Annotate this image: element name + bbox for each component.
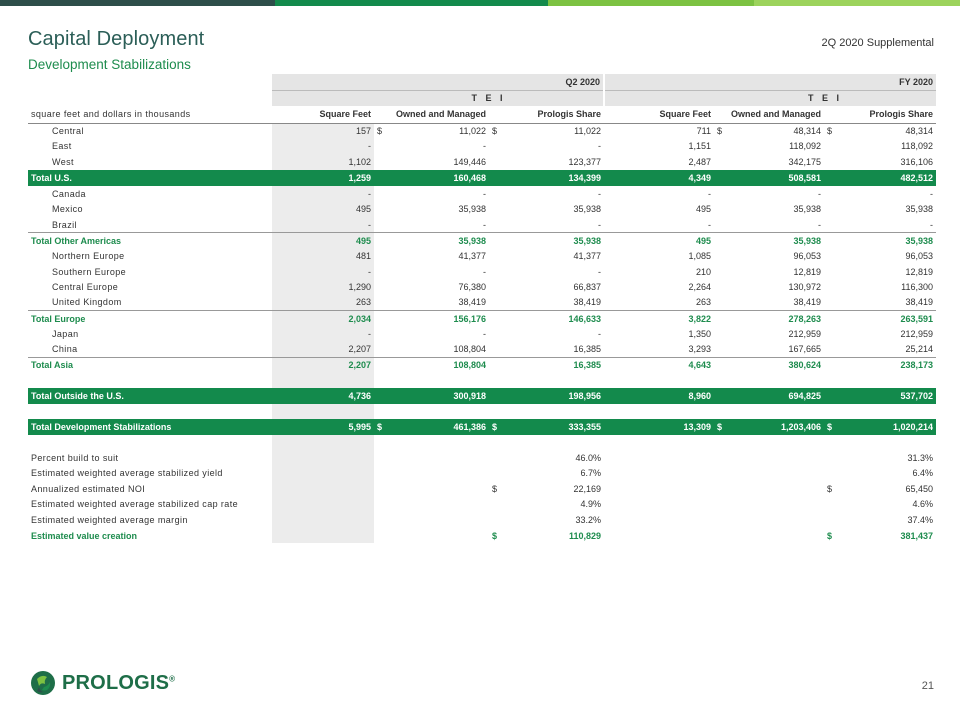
cell-value: 1,085 xyxy=(688,250,711,261)
currency-sign: $ xyxy=(827,126,833,137)
cell-value: 16,385 xyxy=(489,357,604,373)
total-label: Total U.S. xyxy=(28,170,272,186)
cell-value: - xyxy=(708,219,711,230)
cell-value: 263 xyxy=(695,297,711,308)
currency-sign: $ xyxy=(827,421,833,432)
cell-value: 380,624 xyxy=(714,357,824,373)
cell-value: - xyxy=(483,328,486,339)
currency-sign: $ xyxy=(492,530,498,541)
period-header-row xyxy=(28,74,936,90)
tei-fy: T E I xyxy=(714,90,936,106)
cell-value: 65,450 xyxy=(905,483,933,494)
currency-sign: $ xyxy=(377,421,383,432)
cell-value: 48,314 xyxy=(905,126,933,137)
metric-label: Percent build to suit xyxy=(31,452,119,463)
table-row xyxy=(28,279,936,295)
cell-value: 694,825 xyxy=(714,388,824,404)
currency-sign: $ xyxy=(377,126,383,137)
period-fy: FY 2020 xyxy=(604,74,936,90)
row-label: United Kingdom xyxy=(52,297,122,308)
cell-value: 16,385 xyxy=(573,344,601,355)
metric-label: Estimated weighted average margin xyxy=(31,515,188,526)
cell-value: 35,938 xyxy=(489,233,604,249)
cell-value: 3,293 xyxy=(688,344,711,355)
page-subtitle: Development Stabilizations xyxy=(28,57,191,72)
spacer-row xyxy=(28,404,936,419)
cell-value: 482,512 xyxy=(824,170,936,186)
cell-value: 156,176 xyxy=(374,311,489,327)
cell-value: 149,446 xyxy=(453,156,486,167)
table-row xyxy=(28,342,936,358)
cell-value: 12,819 xyxy=(905,266,933,277)
cell-value: 6.4% xyxy=(912,468,933,479)
cell-value: 2,207 xyxy=(272,357,374,373)
cell-value: 134,399 xyxy=(489,170,604,186)
period-q: Q2 2020 xyxy=(272,74,604,90)
cell-value: 108,804 xyxy=(374,357,489,373)
logo-wordmark xyxy=(62,672,175,695)
page-title: Capital Deployment xyxy=(28,28,205,50)
cell-value: 495 xyxy=(695,204,711,215)
row-label: Southern Europe xyxy=(52,266,127,277)
cell-value: 1,020,214 xyxy=(892,421,933,432)
cell-value: 4,349 xyxy=(604,170,714,186)
cell-value: 35,938 xyxy=(458,204,486,215)
cell-value: 263,591 xyxy=(824,311,936,327)
currency-sign: $ xyxy=(492,483,498,494)
cell-value: 66,837 xyxy=(573,282,601,293)
units-label: square feet and dollars in thousands xyxy=(28,106,272,123)
currency-sign: $ xyxy=(717,126,723,137)
cell-value: 33.2% xyxy=(575,515,601,526)
total-row-europe xyxy=(28,311,936,327)
total-row-asia xyxy=(28,357,936,373)
cell-value: - xyxy=(708,188,711,199)
metric-label: Estimated weighted average stabilized cap rate xyxy=(31,499,239,510)
cell-value: 35,938 xyxy=(714,233,824,249)
cell-value: 2,264 xyxy=(688,282,711,293)
metric-row xyxy=(28,497,936,513)
total-row-outside-us xyxy=(28,388,936,404)
cell-value: - xyxy=(483,141,486,152)
cell-value: 495 xyxy=(272,233,374,249)
cell-value: 46.0% xyxy=(575,452,601,463)
row-label: Canada xyxy=(52,188,86,199)
cell-value: 160,468 xyxy=(374,170,489,186)
cell-value: 2,034 xyxy=(272,311,374,327)
cell-value: 35,938 xyxy=(374,233,489,249)
registered-mark: ® xyxy=(169,673,176,683)
table-row xyxy=(28,154,936,170)
cell-value: 110,829 xyxy=(568,530,601,541)
metric-row xyxy=(28,528,936,544)
cell-value: 123,377 xyxy=(568,156,601,167)
prologis-logo xyxy=(30,670,175,696)
col-prologis-share: Prologis Share xyxy=(489,106,604,123)
cell-value: 212,959 xyxy=(900,328,933,339)
cell-value: 1,203,406 xyxy=(780,421,821,432)
cell-value: 157 xyxy=(272,123,374,139)
cell-value: 108,804 xyxy=(453,344,486,355)
row-label: China xyxy=(52,344,78,355)
metric-label: Estimated value creation xyxy=(31,530,138,541)
cell-value: - xyxy=(598,188,601,199)
row-label: East xyxy=(52,141,72,152)
currency-sign: $ xyxy=(717,421,723,432)
table-row xyxy=(28,217,936,233)
cell-value: 198,956 xyxy=(489,388,604,404)
row-label: Brazil xyxy=(52,219,77,230)
cell-value: 13,309 xyxy=(604,419,714,435)
cell-value: 1,259 xyxy=(272,170,374,186)
table-row xyxy=(28,201,936,217)
top-bar-segment-light xyxy=(754,0,960,6)
cell-value: - xyxy=(272,264,374,280)
cell-value: 76,380 xyxy=(458,282,486,293)
tei-header-row xyxy=(28,90,936,106)
table-row xyxy=(28,248,936,264)
cell-value: 118,092 xyxy=(789,141,821,152)
cell-value: 22,169 xyxy=(573,483,601,494)
table-row xyxy=(28,186,936,202)
cell-value: - xyxy=(598,219,601,230)
metric-row xyxy=(28,466,936,482)
cell-value: 31.3% xyxy=(907,452,933,463)
cell-value: 342,175 xyxy=(788,156,821,167)
cell-value: - xyxy=(930,188,933,199)
page-number: 21 xyxy=(921,680,934,692)
col-owned-managed-fy: Owned and Managed xyxy=(714,106,824,123)
cell-value: 461,386 xyxy=(453,421,486,432)
metric-row xyxy=(28,512,936,528)
total-row-other-americas xyxy=(28,233,936,249)
cell-value: 381,437 xyxy=(900,530,933,541)
cell-value: 4,643 xyxy=(604,357,714,373)
table-row xyxy=(28,326,936,342)
metric-row xyxy=(28,450,936,466)
cell-value: 11,022 xyxy=(574,126,601,137)
cell-value: 1,102 xyxy=(272,154,374,170)
column-header-row xyxy=(28,106,936,123)
cell-value: 1,290 xyxy=(272,279,374,295)
cell-value: 1,350 xyxy=(688,328,711,339)
cell-value: 25,214 xyxy=(905,344,933,355)
cell-value: 8,960 xyxy=(604,388,714,404)
cell-value: 481 xyxy=(272,248,374,264)
row-label: Mexico xyxy=(52,204,83,215)
cell-value: 116,300 xyxy=(901,282,933,293)
development-stabilizations-table xyxy=(28,74,936,543)
cell-value: 96,053 xyxy=(905,250,933,261)
cell-value: - xyxy=(272,186,374,202)
cell-value: 96,053 xyxy=(793,250,821,261)
cell-value: - xyxy=(272,139,374,155)
table-row xyxy=(28,123,936,139)
cell-value: - xyxy=(272,326,374,342)
cell-value: 4.9% xyxy=(580,499,601,510)
table-row xyxy=(28,139,936,155)
cell-value: 711 xyxy=(696,126,711,137)
cell-value: 333,355 xyxy=(568,421,601,432)
total-label: Total Europe xyxy=(28,311,272,327)
currency-sign: $ xyxy=(492,126,498,137)
cell-value: 212,959 xyxy=(788,328,821,339)
supplemental-label: 2Q 2020 Supplemental xyxy=(821,37,934,49)
metric-label: Estimated weighted average stabilized yield xyxy=(31,468,223,479)
cell-value: 12,819 xyxy=(793,266,821,277)
tei-q: T E I xyxy=(374,90,604,106)
cell-value: 537,702 xyxy=(824,388,936,404)
col-square-feet: Square Feet xyxy=(272,106,374,123)
cell-value: 316,106 xyxy=(900,156,933,167)
table-row xyxy=(28,264,936,280)
cell-value: 41,377 xyxy=(458,250,486,261)
cell-value: 35,938 xyxy=(824,233,936,249)
cell-value: 508,581 xyxy=(714,170,824,186)
table-row xyxy=(28,295,936,311)
total-row-us xyxy=(28,170,936,186)
cell-value: 167,665 xyxy=(788,344,821,355)
row-label: Northern Europe xyxy=(52,250,125,261)
col-owned-managed: Owned and Managed xyxy=(374,106,489,123)
total-label: Total Outside the U.S. xyxy=(28,388,272,404)
spacer-row xyxy=(28,435,936,450)
cell-value: 278,263 xyxy=(714,311,824,327)
cell-value: - xyxy=(272,217,374,233)
total-label: Total Development Stabilizations xyxy=(28,419,272,435)
cell-value: - xyxy=(598,328,601,339)
total-label: Total Asia xyxy=(28,357,272,373)
row-label: West xyxy=(52,156,74,167)
cell-value: 4,736 xyxy=(272,388,374,404)
cell-value: 37.4% xyxy=(907,515,933,526)
cell-value: 2,487 xyxy=(688,156,711,167)
cell-value: 41,377 xyxy=(573,250,601,261)
metric-label: Annualized estimated NOI xyxy=(31,483,146,494)
spacer-row xyxy=(28,373,936,388)
cell-value: 130,972 xyxy=(788,282,821,293)
prologis-logo-icon xyxy=(30,670,56,696)
col-prologis-share-fy: Prologis Share xyxy=(824,106,936,123)
currency-sign: $ xyxy=(492,421,498,432)
cell-value: - xyxy=(930,219,933,230)
currency-sign: $ xyxy=(827,530,833,541)
cell-value: 118,092 xyxy=(901,141,933,152)
total-row-development xyxy=(28,419,936,435)
cell-value: 4.6% xyxy=(912,499,933,510)
metric-row xyxy=(28,481,936,497)
cell-value: - xyxy=(483,219,486,230)
col-square-feet-fy: Square Feet xyxy=(604,106,714,123)
cell-value: 238,173 xyxy=(824,357,936,373)
cell-value: 38,419 xyxy=(573,297,601,308)
cell-value: - xyxy=(818,188,821,199)
cell-value: 35,938 xyxy=(793,204,821,215)
total-label: Total Other Americas xyxy=(28,233,272,249)
cell-value: - xyxy=(483,188,486,199)
row-label: Central Europe xyxy=(52,282,119,293)
cell-value: 1,151 xyxy=(688,141,711,152)
cell-value: 38,419 xyxy=(905,297,933,308)
cell-value: 48,314 xyxy=(793,126,821,137)
top-bar-segment-lime xyxy=(548,0,754,6)
cell-value: 6.7% xyxy=(580,468,601,479)
top-bar-segment-dark xyxy=(0,0,275,6)
top-color-bar xyxy=(0,0,960,6)
cell-value: 38,419 xyxy=(458,297,486,308)
row-label: Central xyxy=(52,126,84,137)
cell-value: 263 xyxy=(272,295,374,311)
cell-value: 35,938 xyxy=(905,204,933,215)
logo-text: PROLOGIS xyxy=(62,671,170,694)
cell-value: - xyxy=(483,266,486,277)
cell-value: 35,938 xyxy=(573,204,601,215)
cell-value: 210 xyxy=(695,266,711,277)
cell-value: 495 xyxy=(272,201,374,217)
cell-value: 3,822 xyxy=(604,311,714,327)
row-label: Japan xyxy=(52,328,79,339)
cell-value: 300,918 xyxy=(374,388,489,404)
currency-sign: $ xyxy=(827,483,833,494)
cell-value: 2,207 xyxy=(272,342,374,358)
cell-value: 38,419 xyxy=(793,297,821,308)
cell-value: - xyxy=(818,219,821,230)
cell-value: - xyxy=(598,141,601,152)
cell-value: 11,022 xyxy=(459,126,486,137)
cell-value: 495 xyxy=(604,233,714,249)
cell-value: - xyxy=(598,266,601,277)
cell-value: 146,633 xyxy=(489,311,604,327)
top-bar-segment-green xyxy=(275,0,548,6)
cell-value: 5,995 xyxy=(272,419,374,435)
